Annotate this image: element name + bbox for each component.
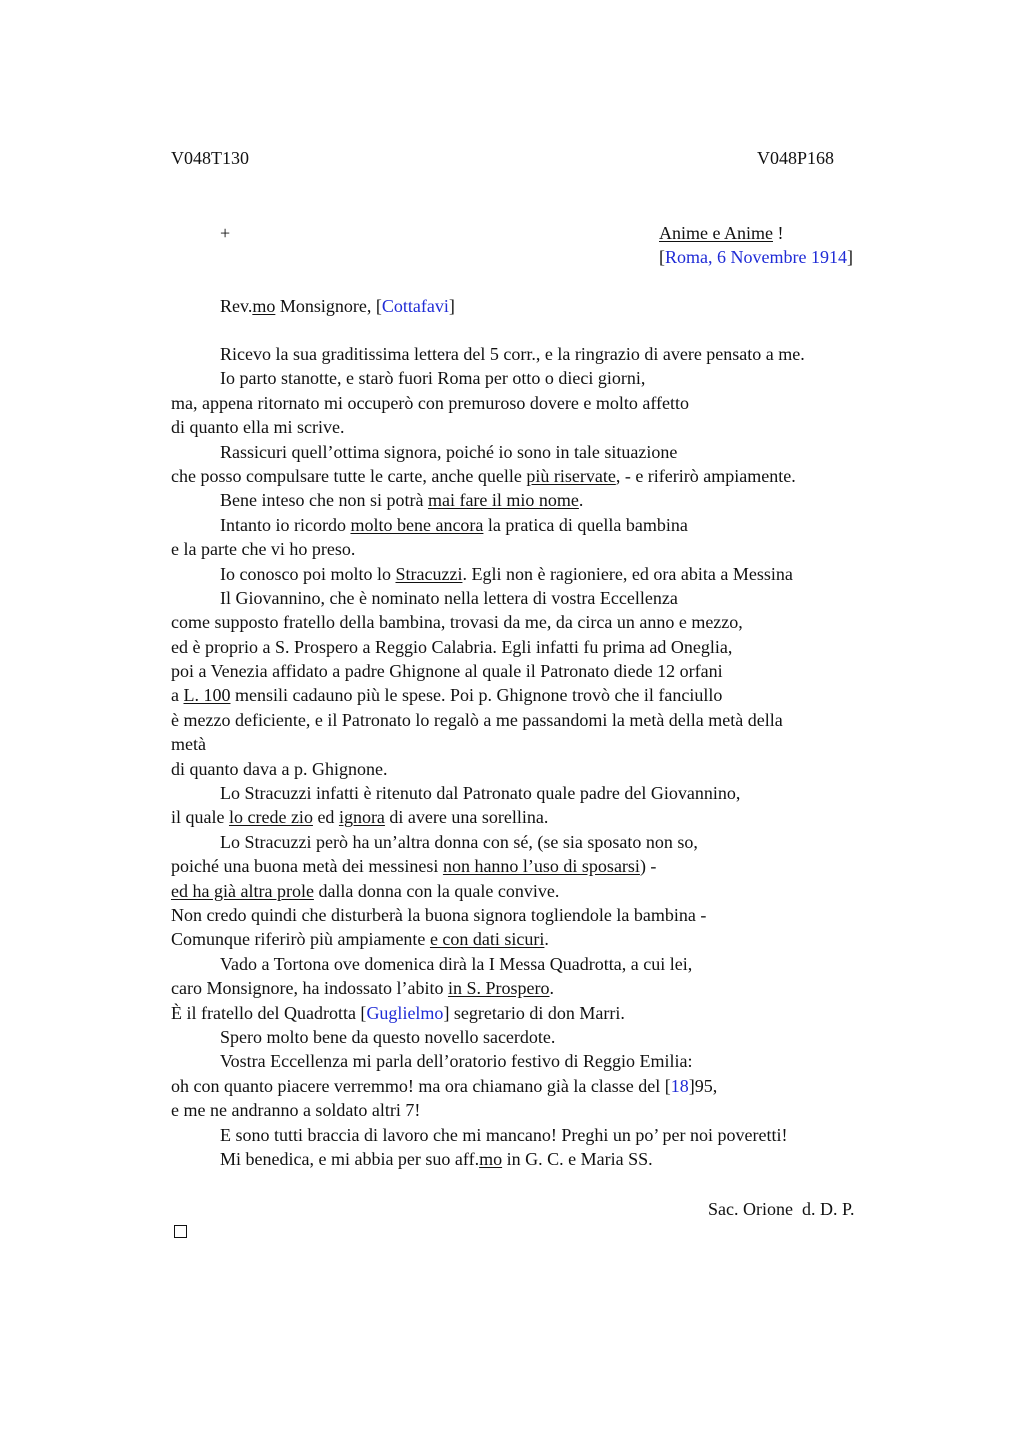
- body-line: Ricevo la sua graditissima lettera del 5 corr., e la ringrazio di avere pensato a me.: [220, 344, 805, 364]
- underlined-segment: mai fare il mio nome: [427, 490, 579, 511]
- body-line: [171, 513, 901, 537]
- underlined-segment: in S. Prospero: [447, 978, 550, 999]
- underlined-segment: lo crede zio: [228, 807, 313, 828]
- body-text-segment: Mi benedica, e mi abbia per suo aff.: [220, 1148, 480, 1169]
- body-text-segment: ed: [312, 807, 339, 828]
- body-line: [171, 805, 901, 829]
- editorial-insert: Guglielmo: [366, 1002, 444, 1023]
- body-text-segment: poiché una buona metà dei messinesi: [171, 856, 443, 877]
- body-line: poi a Venezia affidato a padre Ghignone al quale il Patronato diede 12 orfani: [171, 661, 723, 682]
- body-line: [171, 1001, 901, 1025]
- body-line: [171, 562, 901, 586]
- body-line: di quanto ella mi scrive.: [171, 417, 345, 438]
- body-text-segment: Comunque riferirò più ampiamente: [171, 929, 430, 950]
- body-line: ma, appena ritornato mi occuperò con premuroso dovere e molto affetto: [171, 392, 689, 413]
- body-line: e la parte che vi ho preso.: [171, 539, 356, 560]
- date-bracket-close: ]: [846, 247, 853, 267]
- salutation-mo: mo: [252, 296, 276, 316]
- body-line: Io parto stanotte, e starò fuori Roma per otto o dieci giorni,: [220, 368, 646, 389]
- body-text-segment: mensili cadauno più le spese. Poi p. Ghignone trovò che il fanciullo: [230, 685, 723, 706]
- body-text-segment: caro Monsignore, ha indossato l’abito: [171, 978, 448, 999]
- underlined-segment: mo: [479, 1148, 503, 1169]
- body-text-segment: in G. C. e Maria SS.: [502, 1148, 653, 1169]
- underlined-segment: L. 100: [183, 685, 231, 706]
- letter-title: [659, 221, 783, 245]
- body-line: [171, 464, 901, 488]
- body-line: [171, 1147, 901, 1171]
- body-line: [171, 854, 901, 878]
- underlined-segment: non hanno l’uso di sposarsi: [442, 856, 640, 877]
- body-line: Spero molto bene da questo novello sacerdote.: [220, 1026, 556, 1047]
- body-text-segment: il quale: [171, 807, 229, 828]
- underlined-segment: molto bene ancora: [350, 514, 484, 535]
- body-text-segment: Intanto io ricordo: [220, 514, 351, 535]
- document-code-right: V048P168: [757, 148, 835, 168]
- body-line: è mezzo deficiente, e il Patronato lo regalò a me passandomi la metà della metà della: [171, 709, 783, 730]
- body-text-segment: ] segretario di don Marri.: [443, 1002, 625, 1023]
- body-text-segment: che posso compulsare tutte le carte, anche quelle: [171, 465, 527, 486]
- body-line: Lo Stracuzzi però ha un’altra donna con sé, (se sia sposato non so,: [220, 831, 698, 852]
- body-line: metà: [171, 734, 206, 755]
- underlined-segment: ignora: [338, 807, 385, 828]
- cross-mark: +: [220, 223, 231, 243]
- body-text-segment: , - e riferirò ampiamente.: [615, 465, 796, 486]
- body-text-segment: Io conosco poi molto lo: [220, 563, 396, 584]
- body-text-segment: . Egli non è ragioniere, ed ora abita a Messina: [462, 563, 793, 584]
- body-text-segment: Bene inteso che non si potrà: [220, 490, 428, 511]
- body-line: [171, 488, 901, 512]
- underlined-segment: ed ha già altra prole: [171, 880, 314, 901]
- body-line: [171, 1074, 901, 1098]
- date-text: Roma, 6 Novembre 1914: [665, 247, 847, 267]
- body-line: e me ne andranno a soldato altri 7!: [171, 1100, 421, 1121]
- body-line: Non credo quindi che disturberà la buona signora togliendole la bambina -: [171, 904, 707, 925]
- salutation-pre: Rev.: [220, 296, 253, 316]
- body-text-segment: ]95,: [688, 1075, 718, 1096]
- body-line: E sono tutti braccia di lavoro che mi mancano! Preghi un po’ per noi poveretti!: [220, 1124, 788, 1145]
- letter-body: [171, 342, 901, 1171]
- body-line: di quanto dava a p. Ghignone.: [171, 758, 388, 779]
- body-line: Vostra Eccellenza mi parla dell’oratorio festivo di Reggio Emilia:: [220, 1051, 693, 1072]
- salutation-close: ]: [448, 296, 455, 316]
- body-line: Lo Stracuzzi infatti è ritenuto dal Patronato quale padre del Giovannino,: [220, 783, 741, 804]
- body-line: Vado a Tortona ove domenica dirà la I Messa Quadrotta, a cui lei,: [220, 953, 693, 974]
- body-line: come supposto fratello della bambina, trovasi da me, da circa un anno e mezzo,: [171, 612, 743, 633]
- body-text-segment: .: [549, 978, 554, 999]
- body-text-segment: la pratica di quella bambina: [483, 514, 688, 535]
- body-line: Il Giovannino, che è nominato nella lettera di vostra Eccellenza: [220, 587, 678, 608]
- signature: Sac. Orione d. D. P.: [708, 1199, 855, 1219]
- body-text-segment: di avere una sorellina.: [384, 807, 549, 828]
- underlined-segment: più riservate: [526, 465, 616, 486]
- document-code-left: V048T130: [171, 148, 249, 168]
- editorial-insert: 18: [670, 1075, 689, 1096]
- body-line: ed è proprio a S. Prospero a Reggio Calabria. Egli infatti fu prima ad Oneglia,: [171, 636, 733, 657]
- salutation-mid: Monsignore, [: [275, 296, 382, 316]
- underlined-segment: e con dati sicuri: [429, 929, 545, 950]
- body-text-segment: a: [171, 685, 184, 706]
- body-line: [171, 683, 901, 707]
- body-text-segment: È il fratello del Quadrotta [: [171, 1002, 367, 1023]
- body-line: Rassicuri quell’ottima signora, poiché io sono in tale situazione: [220, 441, 678, 462]
- salutation-name: Cottafavi: [381, 296, 449, 316]
- body-line: [171, 976, 901, 1000]
- body-line: [171, 927, 901, 951]
- end-square-icon: [174, 1225, 187, 1238]
- letter-title-suffix: !: [772, 223, 784, 243]
- letter-title-text: Anime e Anime: [659, 223, 773, 243]
- body-text-segment: .: [578, 490, 584, 511]
- letter-date: [659, 245, 853, 269]
- underlined-segment: Stracuzzi: [395, 563, 463, 584]
- body-text-segment: oh con quanto piacere verremmo! ma ora chiamano già la classe del [: [171, 1075, 671, 1096]
- body-text-segment: dalla donna con la quale convive.: [313, 880, 560, 901]
- body-text-segment: .: [544, 929, 549, 950]
- body-line: [171, 879, 901, 903]
- date-bracket-open: [: [659, 247, 665, 267]
- salutation: [220, 294, 455, 318]
- body-text-segment: ) -: [639, 856, 657, 877]
